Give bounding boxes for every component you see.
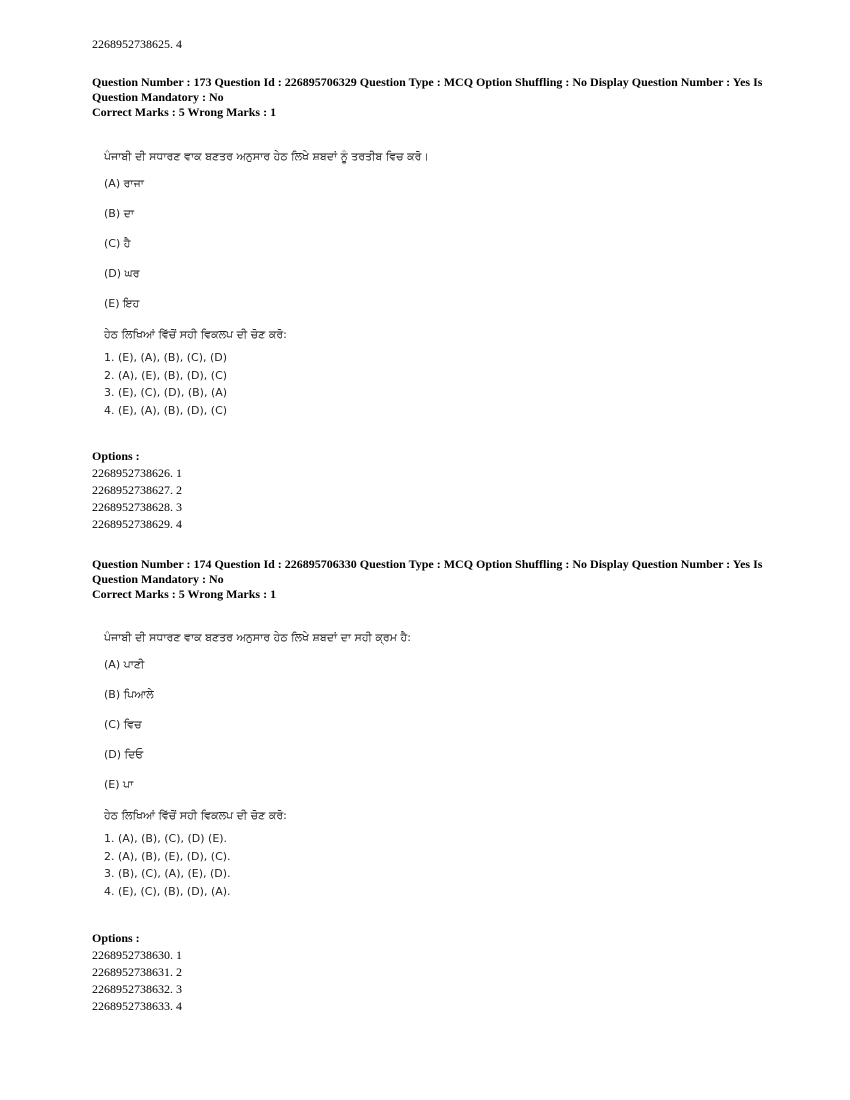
question-block-173 xyxy=(92,75,792,120)
option-4: 2268952738629. 4 xyxy=(92,517,182,531)
options-block-174 xyxy=(92,930,182,1015)
choice-2: 2. (A), (E), (B), (D), (C) xyxy=(104,368,228,382)
question-stem: ਪੰਜਾਬੀ ਦੀ ਸਧਾਰਣ ਵਾਕ ਬਣਤਰ ਅਨੁਸਾਰ ਹੇਠ ਲਿਖੇ ਸ਼ਬਦਾਂ ਦਾ ਸਹੀ ਕ੍ਰਮ ਹੈ: xyxy=(104,631,411,644)
question-body-173 xyxy=(92,145,772,419)
option-4: 2268952738633. 4 xyxy=(92,999,182,1013)
item-b: (B) ਦਾ xyxy=(104,207,135,220)
options-label: Options : xyxy=(92,449,140,463)
question-body-174 xyxy=(92,626,772,900)
option-3: 2268952738628. 3 xyxy=(92,500,182,514)
instruction: ਹੇਠ ਲਿਖਿਆਂ ਵਿੱਚੋਂ ਸਹੀ ਵਿਕਲਪ ਦੀ ਚੋਣ ਕਰੋ: xyxy=(104,809,287,822)
item-a: (A) ਰਾਜਾ xyxy=(104,177,144,190)
option-1: 2268952738626. 1 xyxy=(92,466,182,480)
marks-line: Correct Marks : 5 Wrong Marks : 1 xyxy=(92,587,277,601)
option-2: 2268952738631. 2 xyxy=(92,965,182,979)
item-e: (E) ਇਹ xyxy=(104,297,140,310)
choice-4: 4. (E), (A), (B), (D), (C) xyxy=(104,403,228,417)
choice-3: 3. (E), (C), (D), (B), (A) xyxy=(104,386,228,399)
option-2: 2268952738627. 2 xyxy=(92,483,182,497)
option-3: 2268952738632. 3 xyxy=(92,982,182,996)
question-header-line1: Question Number : 173 Question Id : 226895706329 Question Type : MCQ Option Shuffling : No Display Question Number : Yes Is xyxy=(92,75,763,89)
choice-3: 3. (B), (C), (A), (E), (D). xyxy=(104,867,231,880)
choice-4: 4. (E), (C), (B), (D), (A). xyxy=(104,884,231,898)
item-a: (A) ਪਾਣੀ xyxy=(104,658,145,671)
item-e: (E) ਪਾ xyxy=(104,778,134,791)
question-header-line2: Question Mandatory : No xyxy=(92,572,224,586)
question-header-line2: Question Mandatory : No xyxy=(92,90,224,104)
marks-line: Correct Marks : 5 Wrong Marks : 1 xyxy=(92,105,277,119)
choice-2: 2. (A), (B), (E), (D), (C). xyxy=(104,849,231,863)
choice-1: 1. (E), (A), (B), (C), (D) xyxy=(104,351,228,364)
question-stem: ਪੰਜਾਬੀ ਦੀ ਸਧਾਰਣ ਵਾਕ ਬਣਤਰ ਅਨੁਸਾਰ ਹੇਠ ਲਿਖੇ ਸ਼ਬਦਾਂ ਨੂੰ ਤਰਤੀਬ ਵਿਚ ਕਰੋ। xyxy=(104,150,429,163)
question-header-line1: Question Number : 174 Question Id : 226895706330 Question Type : MCQ Option Shuffling : No Display Question Number : Yes Is xyxy=(92,557,763,571)
options-label: Options : xyxy=(92,931,140,945)
item-c: (C) ਹੈ xyxy=(104,237,131,250)
item-c: (C) ਵਿਚ xyxy=(104,718,142,731)
option-1: 2268952738630. 1 xyxy=(92,948,182,962)
options-block-173 xyxy=(92,448,182,533)
item-b: (B) ਪਿਆਲੇ xyxy=(104,688,154,701)
item-d: (D) ਦਿਓ xyxy=(104,748,144,761)
item-d: (D) ਘਰ xyxy=(104,267,140,280)
instruction: ਹੇਠ ਲਿਖਿਆਂ ਵਿੱਚੋਂ ਸਹੀ ਵਿਕਲਪ ਦੀ ਚੋਣ ਕਰੋ: xyxy=(104,328,287,341)
question-block-174 xyxy=(92,557,792,602)
choice-1: 1. (A), (B), (C), (D) (E). xyxy=(104,832,228,845)
previous-option-line: 2268952738625. 4 xyxy=(92,37,182,51)
